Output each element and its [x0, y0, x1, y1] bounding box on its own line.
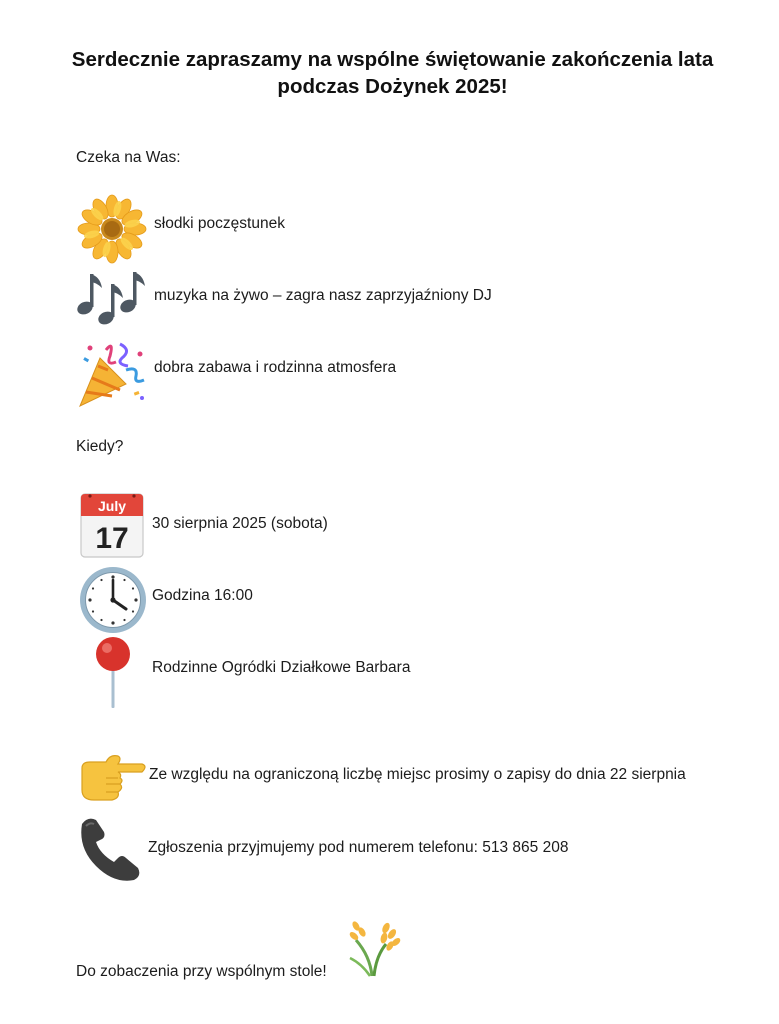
calendar-icon: [80, 492, 144, 558]
attraction-item-label: słodki poczęstunek: [154, 215, 285, 232]
musical-notes-icon: [76, 266, 148, 328]
round-pushpin-icon: [92, 636, 134, 710]
registration-note: Ze względu na ograniczoną liczbę miejsc prosimy o zapisy do dnia 22 sierpnia: [149, 766, 686, 783]
calendar-day: 17: [95, 522, 129, 555]
clock-icon: [78, 565, 148, 635]
when-heading: Kiedy?: [76, 438, 124, 455]
pointing-right-hand-icon: [76, 750, 148, 804]
calendar-month: July: [97, 498, 127, 514]
attraction-item-label: dobra zabawa i rodzinna atmosfera: [154, 359, 397, 376]
party-popper-icon: [76, 336, 148, 408]
attractions-heading: Czeka na Was:: [76, 149, 181, 166]
event-location: Rodzinne Ogródki Działkowe Barbara: [152, 659, 411, 676]
event-time: Godzina 16:00: [152, 587, 253, 604]
page-title: Serdecznie zapraszamy na wspólne świętowanie zakończenia lata podczas Dożynek 2025!: [71, 48, 714, 98]
event-date: 30 sierpnia 2025 (sobota): [152, 515, 328, 532]
sunflower-icon: [77, 194, 147, 264]
attraction-item-label: muzyka na żywo – zagra nasz zaprzyjaźniony DJ: [154, 287, 492, 304]
telephone-receiver-icon: [74, 814, 144, 884]
registration-phone: Zgłoszenia przyjmujemy pod numerem telefonu: 513 865 208: [148, 839, 569, 856]
closing-text: Do zobaczenia przy wspólnym stole!: [76, 963, 327, 980]
sheaf-of-rice-icon: [346, 918, 408, 978]
